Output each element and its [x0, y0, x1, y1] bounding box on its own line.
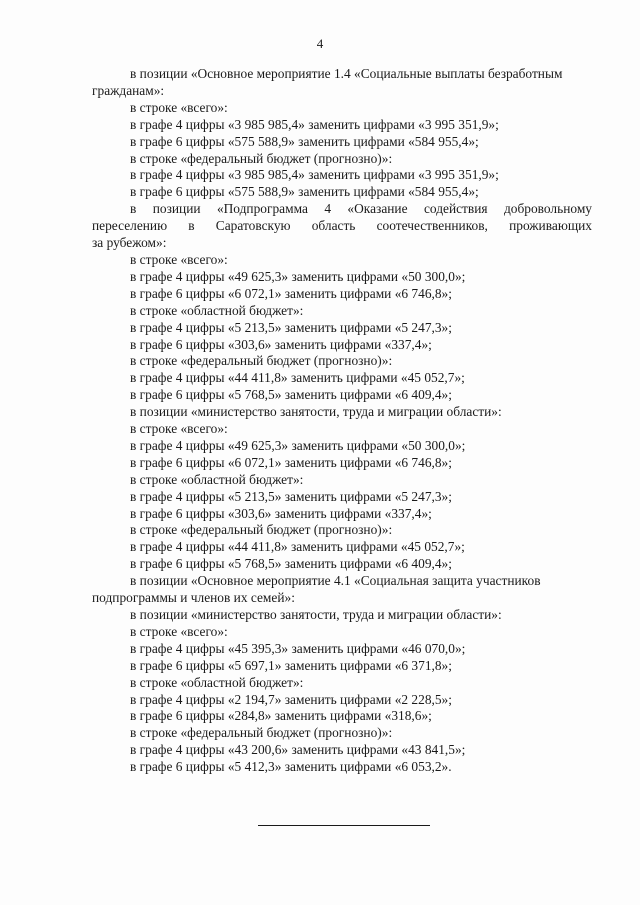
- text-line: в позиции «Основное мероприятие 4.1 «Социальная защита участников: [130, 573, 541, 589]
- closing-divider: [258, 825, 430, 826]
- text-line: в графе 6 цифры «575 588,9» заменить цифрами «584 955,4»;: [130, 184, 479, 200]
- text-line: в строке «всего»:: [130, 421, 228, 437]
- text-line: в графе 6 цифры «5 412,3» заменить цифрами «6 053,2».: [130, 759, 452, 775]
- text-line: в строке «всего»:: [130, 251, 228, 267]
- text-line: в позиции «Основное мероприятие 1.4 «Социальные выплаты безработным: [130, 66, 563, 81]
- text-line: в графе 6 цифры «6 072,1» заменить цифрами «6 746,8»;: [130, 454, 452, 470]
- text-line: в позиции «министерство занятости, труда и миграции области»:: [130, 607, 502, 622]
- text-line: в графе 6 цифры «6 072,1» заменить цифрами «6 746,8»;: [130, 285, 452, 301]
- text-line: в графе 4 цифры «49 625,3» заменить цифрами «50 300,0»;: [130, 268, 466, 284]
- text-line: в графе 6 цифры «5 697,1» заменить цифрами «6 371,8»;: [130, 657, 452, 673]
- text-line: в графе 6 цифры «5 768,5» заменить цифрами «6 409,4»;: [130, 556, 452, 572]
- text-line: в позиции «министерство занятости, труда и миграции области»:: [130, 404, 502, 420]
- text-line: в строке «всего»:: [130, 99, 228, 115]
- text-line: в графе 4 цифры «5 213,5» заменить цифрами «5 247,3»;: [130, 319, 452, 335]
- text-line: в графе 6 цифры «303,6» заменить цифрами «337,4»;: [130, 505, 432, 521]
- text-line: переселению в Саратовскую область соотечественников, проживающих: [92, 218, 592, 234]
- text-line: в графе 4 цифры «3 985 985,4» заменить цифрами «3 995 351,9»;: [130, 116, 499, 132]
- text-line: гражданам»:: [92, 82, 165, 98]
- text-line: в графе 4 цифры «43 200,6» заменить цифрами «43 841,5»;: [130, 742, 466, 758]
- text-line: в строке «федеральный бюджет (прогнозно)»:: [130, 150, 393, 166]
- text-line: в графе 4 цифры «3 985 985,4» заменить цифрами «3 995 351,9»;: [130, 167, 499, 183]
- text-line: в строке «федеральный бюджет (прогнозно)»:: [130, 725, 393, 741]
- text-line: подпрограммы и членов их семей»:: [92, 590, 295, 606]
- text-line: в строке «областной бюджет»:: [130, 471, 304, 487]
- text-line: в строке «всего»:: [130, 623, 228, 639]
- text-line: в графе 4 цифры «44 411,8» заменить цифрами «45 052,7»;: [130, 370, 465, 386]
- page-number: 4: [316, 36, 324, 51]
- text-line: в строке «областной бюджет»:: [130, 302, 304, 318]
- text-line: в графе 6 цифры «5 768,5» заменить цифрами «6 409,4»;: [130, 387, 452, 403]
- text-line: в строке «федеральный бюджет (прогнозно)»:: [130, 353, 393, 369]
- document-body: [92, 66, 592, 776]
- text-line: в строке «федеральный бюджет (прогнозно)»:: [130, 522, 393, 538]
- text-line: в графе 4 цифры «49 625,3» заменить цифрами «50 300,0»;: [130, 437, 466, 453]
- text-line: в графе 6 цифры «303,6» заменить цифрами «337,4»;: [130, 336, 432, 352]
- text-line: в графе 4 цифры «45 395,3» заменить цифрами «46 070,0»;: [130, 640, 466, 656]
- text-line: в строке «областной бюджет»:: [130, 674, 304, 690]
- text-line: в позиции «Подпрограмма 4 «Оказание содействия добровольному: [130, 201, 592, 217]
- text-line: в графе 4 цифры «44 411,8» заменить цифрами «45 052,7»;: [130, 539, 465, 555]
- text-line: в графе 6 цифры «575 588,9» заменить цифрами «584 955,4»;: [130, 133, 479, 149]
- text-line: в графе 6 цифры «284,8» заменить цифрами «318,6»;: [130, 708, 432, 724]
- text-line: в графе 4 цифры «5 213,5» заменить цифрами «5 247,3»;: [130, 488, 452, 504]
- text-line: за рубежом»:: [92, 235, 167, 251]
- text-line: в графе 4 цифры «2 194,7» заменить цифрами «2 228,5»;: [130, 691, 452, 707]
